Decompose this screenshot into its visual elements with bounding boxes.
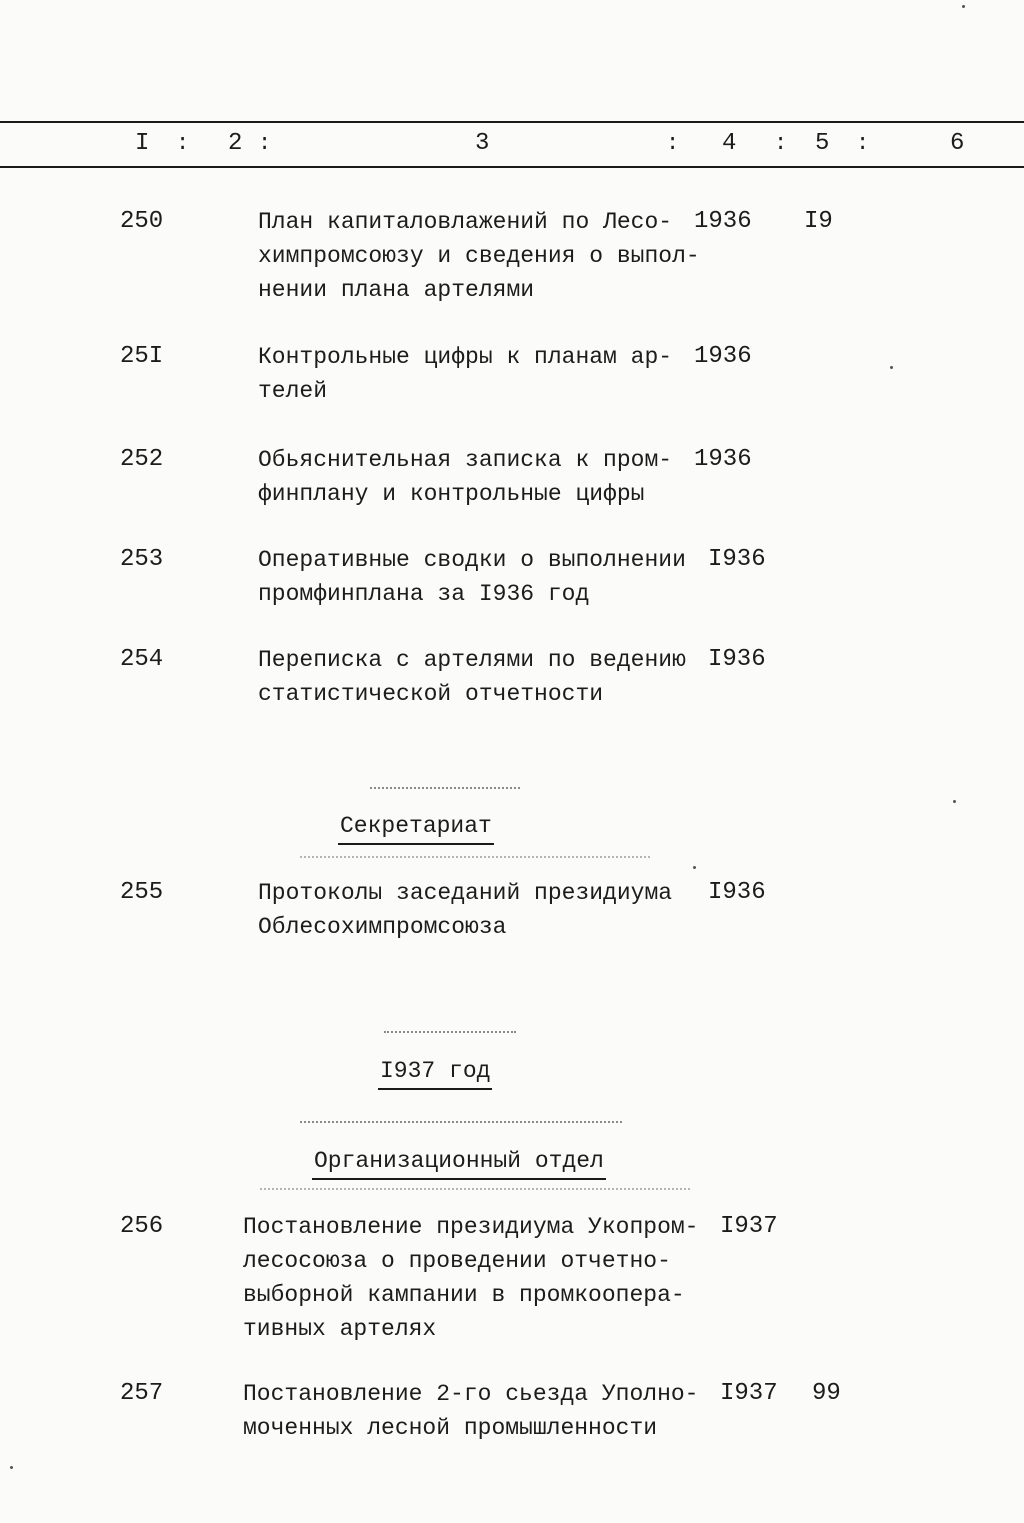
entry-title-line: телей xyxy=(258,378,328,404)
header-top-rule xyxy=(0,121,1024,123)
entry-title-line: Постановление 2-го сьезда Уполно- xyxy=(243,1381,699,1407)
entry-title-line: Контрольные цифры к планам ар- xyxy=(258,344,673,370)
entry-title-line: Обьяснительная записка к пром- xyxy=(258,447,673,473)
column-4-header: 4 xyxy=(722,130,737,157)
entry-title xyxy=(258,543,686,611)
scan-speck xyxy=(10,1466,13,1469)
entry-title xyxy=(258,876,672,944)
section-divider-dots xyxy=(260,1188,690,1190)
entry-year: I936 xyxy=(708,546,766,573)
entry-number: 25I xyxy=(120,343,164,370)
entry-title-line: статистической отчетности xyxy=(258,681,604,707)
entry-title-line: лесосоюза о проведении отчетно- xyxy=(243,1248,671,1274)
entry-year: I936 xyxy=(708,879,766,906)
entry-title-line: Облесохимпромсоюза xyxy=(258,914,507,940)
entry-year: 1936 xyxy=(694,208,752,235)
scan-speck xyxy=(890,366,893,369)
entry-number: 255 xyxy=(120,879,164,906)
entry-title-line: тивных артелях xyxy=(243,1316,437,1342)
entry-number: 257 xyxy=(120,1380,164,1407)
section-divider-dots xyxy=(300,856,650,858)
entry-title-line: выборной кампании в промкоопера- xyxy=(243,1282,685,1308)
entry-title-line: Оперативные сводки о выполнении xyxy=(258,547,686,573)
entry-number: 256 xyxy=(120,1213,164,1240)
entry-year: I936 xyxy=(708,646,766,673)
column-1-header: I xyxy=(135,130,150,157)
entry-number: 254 xyxy=(120,646,164,673)
section-divider-dots xyxy=(384,1031,516,1033)
section-heading: Секретариат xyxy=(338,811,494,845)
column-6-header: 6 xyxy=(950,130,965,157)
column-3-header: 3 xyxy=(475,130,490,157)
entry-title-line: моченных лесной промышленности xyxy=(243,1415,658,1441)
column-separator: : xyxy=(258,131,272,156)
scan-speck xyxy=(693,866,696,869)
entry-year: I937 xyxy=(720,1213,778,1240)
entry-title-line: План капиталовлажений по Лесо- xyxy=(258,209,673,235)
section-divider-dots xyxy=(370,787,520,789)
entry-title-line: Постановление президиума Укопром- xyxy=(243,1214,699,1240)
entry-title-line: промфинплана за I936 год xyxy=(258,581,590,607)
entry-title-line: нении плана артелями xyxy=(258,277,535,303)
entry-sheets: I9 xyxy=(804,208,833,235)
entry-year: 1936 xyxy=(694,343,752,370)
entry-title-line: химпромсоюзу и сведения о выпол- xyxy=(258,243,700,269)
entry-title xyxy=(258,643,686,711)
entry-title xyxy=(258,340,672,408)
column-separator: : xyxy=(774,131,788,156)
entry-number: 253 xyxy=(120,546,164,573)
entry-sheets: 99 xyxy=(812,1380,841,1407)
column-separator: : xyxy=(176,131,190,156)
entry-year: I937 xyxy=(720,1380,778,1407)
column-separator: : xyxy=(666,131,680,156)
entry-title-line: Протоколы заседаний президиума xyxy=(258,880,673,906)
scan-speck xyxy=(953,800,956,803)
entry-title xyxy=(243,1210,698,1346)
column-5-header: 5 xyxy=(815,130,830,157)
scan-speck xyxy=(962,5,965,8)
section-heading: Организационный отдел xyxy=(312,1146,606,1180)
entry-number: 250 xyxy=(120,208,164,235)
column-separator: : xyxy=(856,131,870,156)
entry-title-line: Переписка с артелями по ведению xyxy=(258,647,686,673)
section-divider-dots xyxy=(300,1121,622,1123)
section-heading: I937 год xyxy=(378,1056,492,1090)
header-bottom-rule xyxy=(0,166,1024,168)
entry-title-line: финплану и контрольные цифры xyxy=(258,481,645,507)
entry-title xyxy=(258,205,700,307)
entry-year: 1936 xyxy=(694,446,752,473)
entry-title xyxy=(243,1377,698,1445)
entry-number: 252 xyxy=(120,446,164,473)
entry-title xyxy=(258,443,672,511)
column-2-header: 2 xyxy=(228,130,243,157)
